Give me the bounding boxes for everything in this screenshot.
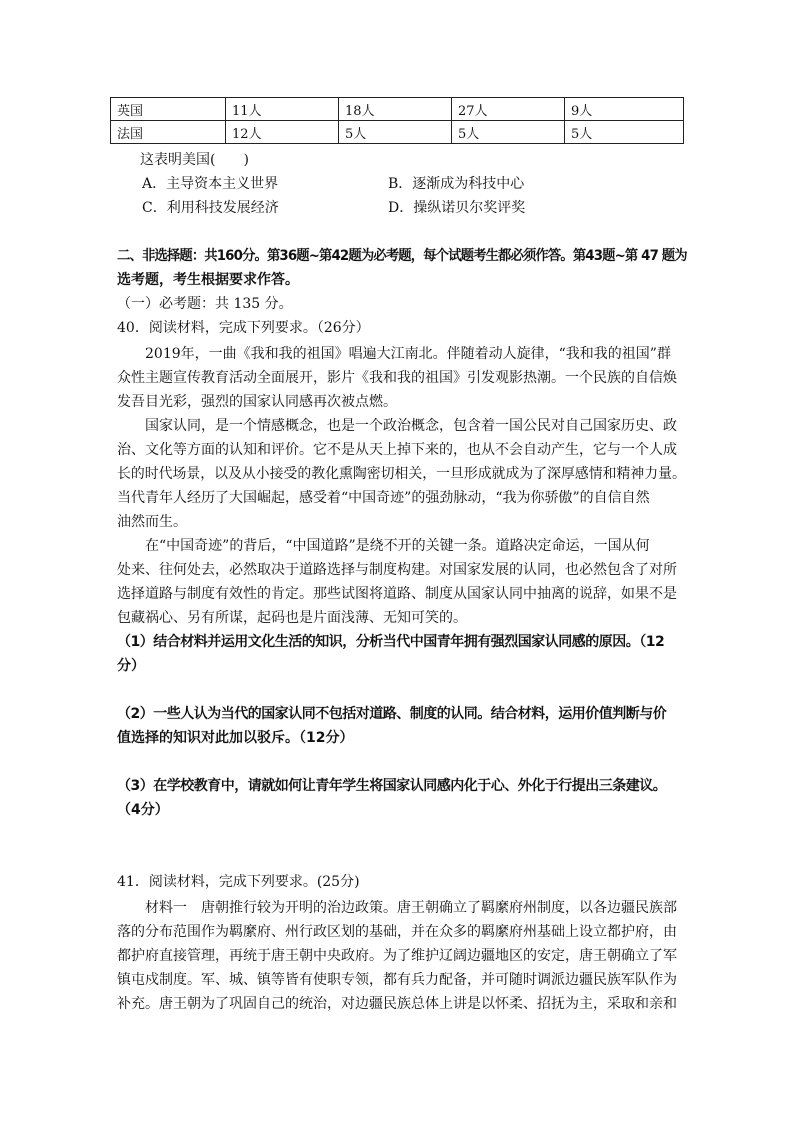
question-40-title: 40．阅读材料，完成下列要求。（26分） (117, 320, 370, 336)
section-heading-cont: 选考题，考生根据要求作答。 (117, 272, 299, 288)
q40-para1-line: 发吾目光彩，强烈的国家认同感再次被点燃。 (117, 394, 397, 410)
option-c: C．利用科技发展经济 (142, 200, 279, 216)
table-cell: 12人 (226, 121, 339, 144)
q40-para2-line: 长的时代场景，以及从小接受的教化熏陶密切相关，一旦形成就成为了深厚感情和精神力量。 (117, 466, 686, 482)
q40-para1-line: 2019年，一曲《我和我的祖国》唱遍大江南北。伴随着动人旋律，“我和我的祖国”群 (145, 346, 671, 362)
q41-material-line: 材料一 唐朝推行较为开明的治边政策。唐王朝确立了羁縻府州制度，以各边疆民族部 (145, 900, 677, 916)
option-b: B．逐渐成为科技中心 (388, 176, 525, 192)
q41-material-line: 补充。唐王朝为了巩固自己的统治，对边疆民族总体上讲是以怀柔、招抚为主，采取和亲和 (117, 996, 677, 1012)
table-cell: 27人 (452, 98, 565, 121)
table-row (111, 98, 684, 121)
q40-para3-line: 包藏祸心、另有所谋，起码也是片面浅薄、无知可笑的。 (117, 610, 467, 626)
table-cell: 9人 (565, 98, 684, 121)
q41-material-line: 都护府直接管理，再统于唐王朝中央政府。为了维护辽阔边疆地区的安定，唐王朝确立了军 (117, 948, 677, 964)
table-row (111, 121, 684, 144)
sub-heading: （一）必考题：共 135 分。 (117, 296, 293, 312)
table-cell: 18人 (339, 98, 452, 121)
q40-para2-line: 油然而生。 (117, 514, 187, 530)
q40-para2-line: 当代青年人经历了大国崛起，感受着“中国奇迹”的强劲脉动，“我为你骄傲”的自信自然 (117, 490, 650, 506)
q40-para1-line: 众性主题宣传教育活动全面展开，影片《我和我的祖国》引发观影热潮。一个民族的自信焕 (117, 370, 677, 386)
nobel-laureates-table (110, 97, 684, 144)
q40-subquestion-2-cont: 值选择的知识对此加以驳斥。（12分） (117, 730, 354, 746)
q40-para3-line: 处来、往何处去，必然取决于道路选择与制度构建。对国家发展的认同，也必然包含了对所 (117, 562, 677, 578)
question-stem: 这表明美国( ) (140, 152, 249, 168)
table-cell: 5人 (565, 121, 684, 144)
q40-subquestion-3-cont: （4分） (117, 802, 169, 818)
q40-subquestion-1: （1）结合材料并运用文化生活的知识，分析当代中国青年拥有强烈国家认同感的原因。（12 (117, 634, 665, 650)
q41-material-line: 落的分布范围作为羁縻府、州行政区划的基础，并在众多的羁縻府州基础上设立都护府，由 (117, 924, 677, 940)
q40-para2-line: 治、文化等方面的认知和评价。它不是从天上掉下来的，也从不会自动产生，它与一个人成 (117, 442, 677, 458)
section-heading: 二、非选择题：共160分。第36题~第42题为必考题，每个试题考生都必须作答。第43题~第 47 题为 (117, 248, 687, 264)
q40-para3-line: 选择道路与制度有效性的肯定。那些试图将道路、制度从国家认同中抽离的说辞，如果不是 (117, 586, 677, 602)
table-cell: 5人 (339, 121, 452, 144)
table-cell: 5人 (452, 121, 565, 144)
table-cell: 11人 (226, 98, 339, 121)
q40-para2-line: 国家认同，是一个情感概念，也是一个政治概念，包含着一国公民对自己国家历史、政 (145, 418, 677, 434)
table-cell: 英国 (111, 98, 226, 121)
q41-material-line: 镇屯戍制度。军、城、镇等皆有使职专领，都有兵力配备，并可随时调派边疆民族军队作为 (117, 972, 677, 988)
q40-subquestion-2: （2）一些人认为当代的国家认同不包括对道路、制度的认同。结合材料，运用价值判断与价 (117, 706, 667, 722)
q40-para3-line: 在“中国奇迹”的背后，“中国道路”是绕不开的关键一条。道路决定命运，一国从何 (145, 538, 650, 554)
option-d: D．操纵诺贝尔奖评奖 (388, 200, 526, 216)
option-a: A．主导资本主义世界 (142, 176, 279, 192)
table-cell: 法国 (111, 121, 226, 144)
q40-subquestion-1-cont: 分） (117, 658, 145, 674)
q40-subquestion-3: （3）在学校教育中，请就如何让青年学生将国家认同感内化于心、外化于行提出三条建议。 (117, 778, 667, 794)
question-41-title: 41．阅读材料，完成下列要求。(25分) (117, 874, 360, 890)
